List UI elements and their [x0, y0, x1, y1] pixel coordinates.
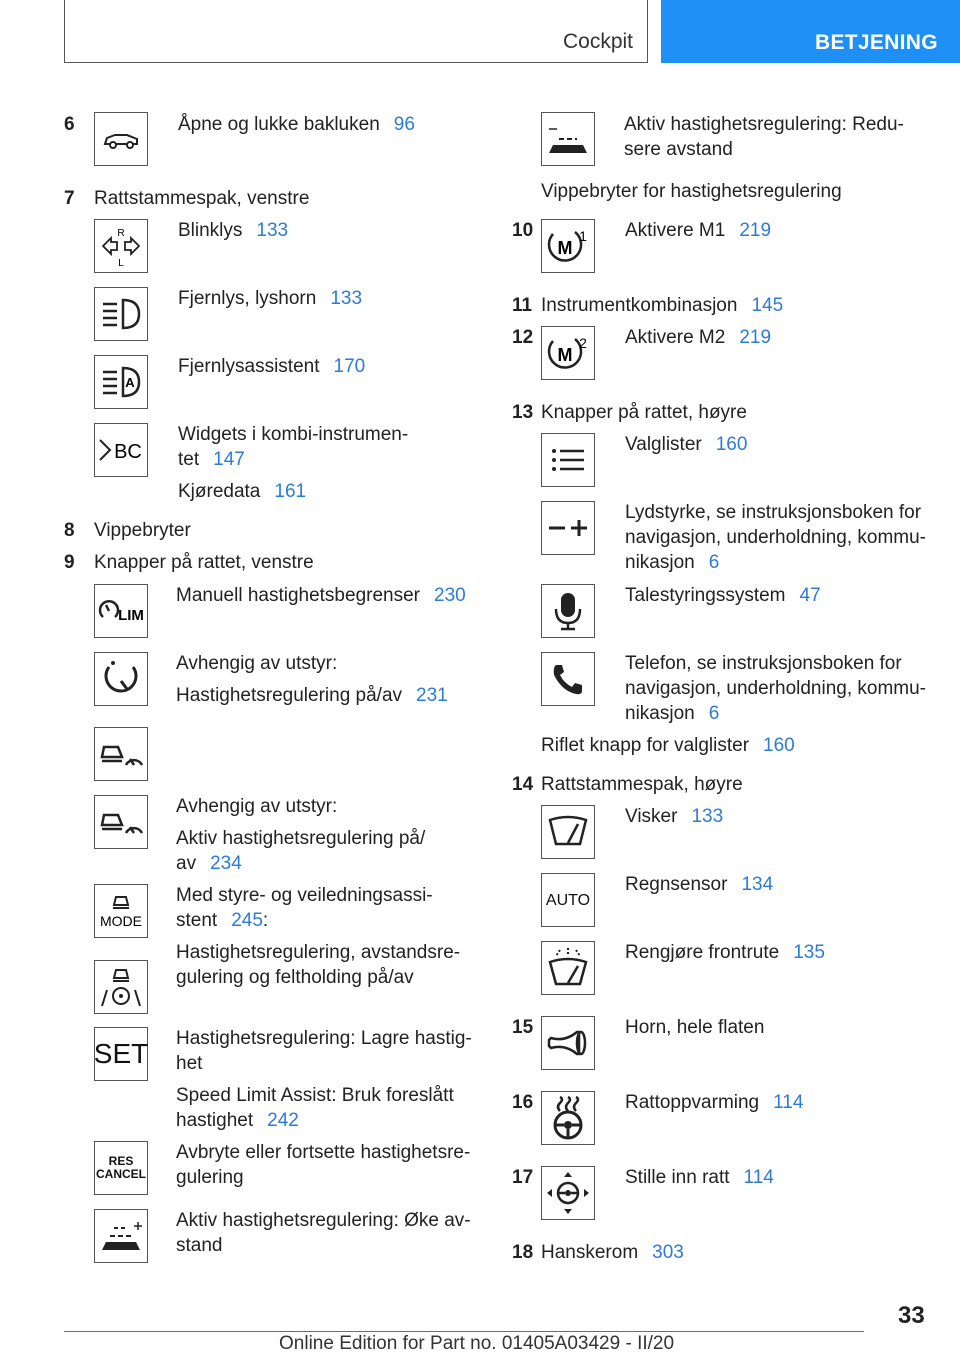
- res-cancel-button-icon: RES CANCEL: [94, 1141, 148, 1195]
- item-number: 10: [512, 220, 534, 241]
- item-text: Hastighetsregulering på/av 231: [176, 685, 448, 706]
- page-ref[interactable]: 219: [739, 220, 772, 241]
- item-text: Knapper på rattet, høyre: [541, 402, 747, 423]
- turn-signal-icon: [94, 219, 148, 273]
- item-text: Aktiv hastighetsregulering på/ av 234: [176, 828, 426, 874]
- item-text: Manuell hastighetsbegrenser 230: [176, 585, 466, 606]
- item-text: Hastighetsregulering: Lagre hastig- het: [176, 1028, 472, 1074]
- item-text: Lydstyrke, se instruksjonsboken for navigasjon, underholdning, kommu- nikasjon 6: [625, 502, 927, 573]
- item-text: Rattoppvarming 114: [625, 1092, 804, 1113]
- page-ref[interactable]: 135: [793, 942, 825, 963]
- item-text: Knapper på rattet, venstre: [94, 552, 314, 573]
- item-text: Vippebryter: [94, 520, 191, 541]
- item-text: Horn, hele flaten: [625, 1017, 765, 1038]
- item-text: Aktiv hastighetsregulering: Redu- sere avstand: [624, 114, 904, 160]
- item-text: Instrumentkombinasjon 145: [541, 295, 784, 316]
- memory-m2-icon: [541, 326, 595, 380]
- item-text: Speed Limit Assist: Bruk foreslått hastighet 242: [176, 1085, 454, 1131]
- footer-rule: [64, 1331, 864, 1332]
- mode-button-icon: [94, 884, 148, 938]
- cruise-control-icon: [94, 652, 148, 706]
- item-text: Fjernlys, lyshorn 133: [178, 288, 363, 309]
- svg-text:L: L: [118, 258, 124, 268]
- svg-text:LIM: LIM: [118, 607, 144, 624]
- high-beam-icon: [94, 287, 148, 341]
- item-text: Fjernlysassistent 170: [178, 356, 366, 377]
- page-ref[interactable]: 133: [256, 220, 289, 241]
- svg-text:2: 2: [579, 335, 587, 351]
- item-text: Avhengig av utstyr:: [176, 796, 338, 817]
- item-text: Med styre- og veiledningsassi- stent 245:: [176, 885, 433, 931]
- windshield-washer-icon: [541, 941, 595, 995]
- svg-text:M: M: [557, 238, 573, 258]
- item-text: Riflet knapp for valglister 160: [541, 735, 795, 756]
- active-cruise-control-icon: [94, 795, 148, 849]
- page-ref[interactable]: 133: [330, 288, 363, 309]
- page-ref[interactable]: 6: [708, 703, 720, 724]
- item-number: 7: [64, 188, 75, 209]
- header-box: [64, 0, 648, 63]
- page-ref[interactable]: 47: [799, 585, 821, 606]
- item-number: 11: [512, 295, 533, 316]
- page-ref[interactable]: 245: [231, 910, 263, 931]
- set-button-icon: SET: [94, 1027, 148, 1081]
- item-text: Rengjøre frontrute 135: [625, 942, 825, 963]
- svg-text:A: A: [125, 375, 135, 390]
- footer-text: Online Edition for Part no. 01405A03429 - II/20: [279, 1333, 675, 1354]
- page-ref[interactable]: 160: [763, 735, 795, 756]
- steering-column-adjust-icon: [541, 1166, 595, 1220]
- page-ref[interactable]: 134: [741, 874, 774, 895]
- microphone-icon: [541, 584, 595, 638]
- item-text: Regnsensor 134: [625, 874, 774, 895]
- item-text: Hastighetsregulering, avstandsre- gulering og feltholding på/av: [176, 942, 461, 988]
- horn-icon: [541, 1016, 595, 1070]
- tailgate-icon: [94, 112, 148, 166]
- item-text: Aktiv hastighetsregulering: Øke av- stand: [176, 1210, 471, 1256]
- page-ref[interactable]: 96: [393, 114, 415, 135]
- item-text: Avhengig av utstyr:: [176, 653, 338, 674]
- item-text: Visker 133: [625, 806, 724, 827]
- page-ref[interactable]: 170: [333, 356, 366, 377]
- item-text: Blinklys 133: [178, 220, 289, 241]
- item-text: Stille inn ratt 114: [625, 1167, 774, 1188]
- item-text: Talestyringssystem 47: [625, 585, 821, 606]
- item-text: Telefon, se instruksjonsboken for navigasjon, underholdning, kommu- nikasjon 6: [625, 653, 927, 724]
- item-text: Åpne og lukke bakluken 96: [178, 114, 415, 135]
- item-text: Aktivere M2 219: [625, 327, 772, 348]
- page-ref[interactable]: 230: [434, 585, 466, 606]
- item-text: Aktivere M1 219: [625, 220, 772, 241]
- page-ref[interactable]: 242: [267, 1110, 299, 1131]
- item-text: Hanskerom 303: [541, 1242, 684, 1263]
- page-ref[interactable]: 234: [210, 853, 242, 874]
- page-ref[interactable]: 161: [274, 481, 307, 502]
- memory-m1-icon: [541, 219, 595, 273]
- increase-distance-icon: [94, 1209, 148, 1263]
- item-text: Kjøredata 161: [178, 481, 307, 502]
- page-ref[interactable]: 145: [751, 295, 784, 316]
- page-ref[interactable]: 231: [416, 685, 448, 706]
- page-ref[interactable]: 147: [213, 449, 245, 470]
- decrease-distance-icon: [541, 112, 595, 166]
- item-number: 6: [64, 114, 75, 135]
- item-number: 8: [64, 520, 75, 541]
- svg-text:M: M: [557, 345, 573, 365]
- volume-icon: [541, 501, 595, 555]
- high-beam-assistant-icon: [94, 355, 148, 409]
- svg-text:MODE: MODE: [100, 913, 142, 929]
- item-number: 16: [512, 1092, 534, 1113]
- item-number: 13: [512, 402, 534, 423]
- item-text: Rattstammespak, høyre: [541, 774, 743, 795]
- item-text: Rattstammespak, venstre: [94, 188, 310, 209]
- rain-sensor-icon: AUTO: [541, 873, 595, 927]
- phone-icon: [541, 652, 595, 706]
- page-ref[interactable]: 6: [708, 552, 720, 573]
- item-number: 14: [512, 774, 534, 795]
- page-number: 33: [898, 1302, 925, 1329]
- active-cruise-control-icon: [94, 727, 148, 781]
- page-ref[interactable]: 219: [739, 327, 772, 348]
- page-ref[interactable]: 160: [715, 434, 748, 455]
- item-number: 15: [512, 1017, 534, 1038]
- page-ref[interactable]: 303: [652, 1242, 684, 1263]
- speed-limiter-icon: [94, 584, 148, 638]
- list-icon: [541, 433, 595, 487]
- page-ref[interactable]: 133: [691, 806, 724, 827]
- section-title: Cockpit: [562, 30, 633, 53]
- page-ref[interactable]: 114: [773, 1092, 804, 1113]
- svg-text:BC: BC: [114, 441, 142, 463]
- item-text: Widgets i kombi-instrumen- tet 147: [178, 424, 409, 470]
- svg-text:R: R: [117, 228, 125, 239]
- item-number: 18: [512, 1242, 534, 1263]
- svg-text:1: 1: [579, 228, 587, 244]
- bc-button-icon: [94, 423, 148, 477]
- item-text: Vippebryter for hastighetsregulering: [541, 181, 842, 202]
- page-ref[interactable]: 114: [743, 1167, 774, 1188]
- item-number: 12: [512, 327, 534, 348]
- wiper-icon: [541, 805, 595, 859]
- item-text: Avbryte eller fortsette hastighetsre- gulering: [176, 1142, 471, 1188]
- item-number: 9: [64, 552, 75, 573]
- steering-wheel-heating-icon: [541, 1091, 595, 1145]
- item-number: 17: [512, 1167, 534, 1188]
- lane-keeping-icon: [94, 960, 148, 1014]
- item-text: Valglister 160: [625, 434, 748, 455]
- chapter-title: BETJENING: [815, 31, 938, 54]
